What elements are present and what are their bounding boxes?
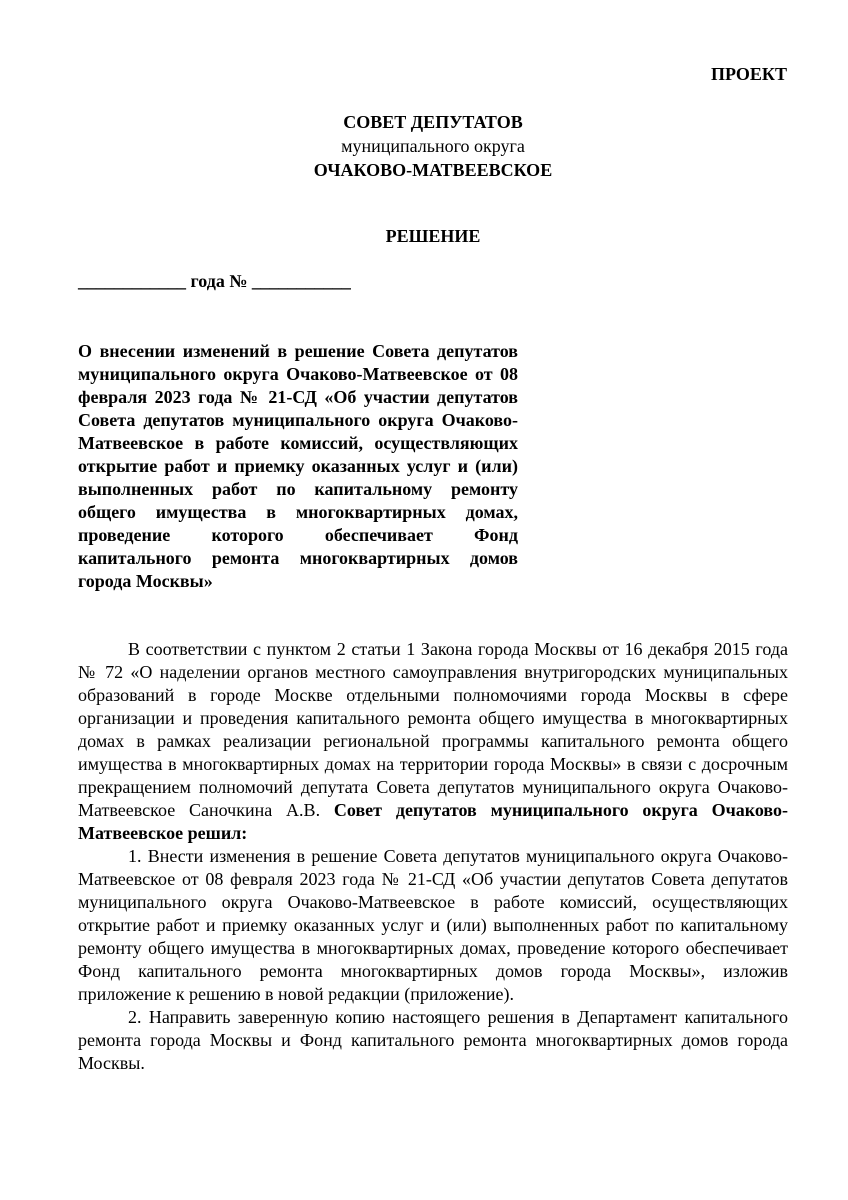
issuer-district-name: ОЧАКОВО-МАТВЕЕВСКОЕ: [313, 160, 553, 180]
issuer-district-type: муниципального округа: [341, 136, 525, 156]
preamble-text: В соответствии с пунктом 2 статьи 1 Закона города Москвы от 16 декабря 2015 года № 72 «О наделении органов местного самоуправления внутригородских муниципальных образований в городе Москве отдельными полномочиями города Москвы в сфере организации и проведения капитального ремонта общего имущества в многоквартирных домах в рамках реализации региональной программы капитального ремонта общего имущества в многоквартирных домах на территории города Москвы» в связи с досрочным прекращением полномочий депутата Совета депутатов муниципального округа Очаково-Матвеевское Саночкина А.В.: [78, 639, 788, 820]
date-number-line: ____________ года № ___________: [78, 271, 351, 291]
draft-mark: ПРОЕКТ: [711, 64, 787, 84]
resolved-phrase: Совет депутатов муниципального округа Очаково-Матвеевское решил:: [78, 800, 788, 843]
preamble-paragraph: [78, 638, 788, 845]
item-2-paragraph: 2. Направить заверенную копию настоящего решения в Департамент капитального ремонта города Москвы и Фонд капитального ремонта многоквартирных домов города Москвы.: [78, 1007, 788, 1073]
decision-subject: О внесении изменений в решение Совета депутатов муниципального округа Очаково-Матвеевское от 08 февраля 2023 года № 21-СД «Об участии депутатов Совета депутатов муниципального округа Очаково-Матвеевское в работе комиссий, осуществляющих открытие работ и приемку оказанных услуг и (или) выполненных работ по капитальному ремонту общего имущества в многоквартирных домах, проведение которого обеспечивает Фонд капитального ремонта многоквартирных домов города Москвы»: [78, 341, 518, 591]
item-1-paragraph: 1. Внести изменения в решение Совета депутатов муниципального округа Очаково-Матвеевское от 08 февраля 2023 года № 21-СД «Об участии депутатов Совета депутатов муниципального округа Очаково-Матвеевское в работе комиссий, осуществляющих открытие работ и приемку оказанных услуг и (или) выполненных работ по капитальному ремонту общего имущества в многоквартирных домах, проведение которого обеспечивает Фонд капитального ремонта многоквартирных домов города Москвы», изложив приложение к решению в новой редакции (приложение).: [78, 846, 788, 1004]
issuer-header: [78, 110, 788, 182]
issuer-org: СОВЕТ ДЕПУТАТОВ: [343, 112, 523, 132]
decision-title: РЕШЕНИЕ: [385, 226, 481, 246]
decision-body: [78, 638, 788, 1075]
